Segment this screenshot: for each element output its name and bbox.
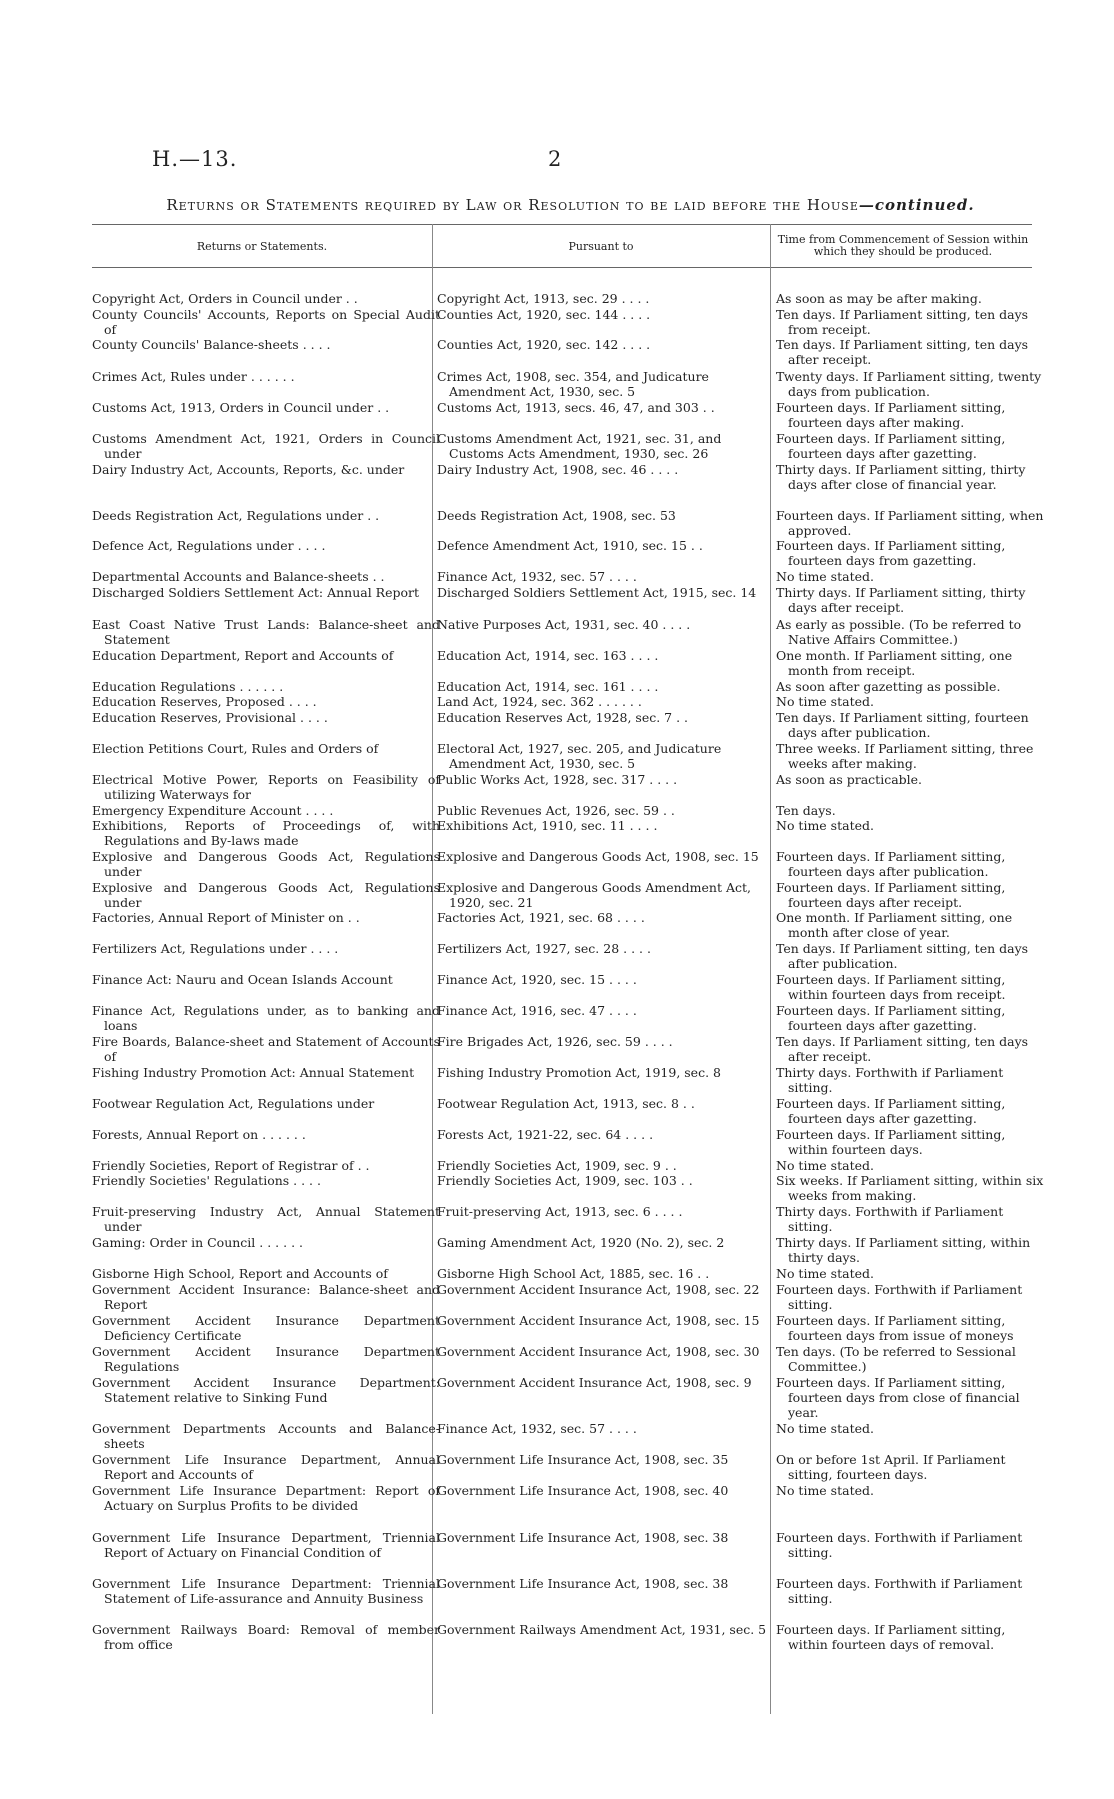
- returns-cell: Finance Act: Nauru and Ocean Islands Account: [92, 972, 393, 987]
- pursuant-cell: Government Life Insurance Act, 1908, sec. 35: [437, 1452, 729, 1467]
- time-cell: No time stated.: [776, 1266, 874, 1281]
- pursuant-cell: Land Act, 1924, sec. 362 . . . . . .: [437, 694, 642, 709]
- pursuant-cell: Dairy Industry Act, 1908, sec. 46 . . . .: [437, 462, 679, 477]
- returns-cell: Customs Act, 1913, Orders in Council under . .: [92, 400, 390, 415]
- returns-cell: County Councils' Balance-sheets . . . .: [92, 337, 331, 352]
- pursuant-cell: Customs Act, 1913, secs. 46, 47, and 303 . .: [437, 400, 715, 415]
- pursuant-cell: Copyright Act, 1913, sec. 29 . . . .: [437, 291, 650, 306]
- time-cell: Fourteen days. If Parliament sitting, fourteen days after gazetting.: [776, 1003, 1006, 1033]
- time-cell: Fourteen days. If Parliament sitting, when approved.: [776, 508, 1044, 538]
- returns-cell: Government Departments Accounts and Balance-sheets: [92, 1421, 440, 1451]
- pursuant-cell: Counties Act, 1920, sec. 142 . . . .: [437, 337, 651, 352]
- returns-cell: County Councils' Accounts, Reports on Special Audit of: [92, 307, 440, 337]
- pursuant-cell: Electoral Act, 1927, sec. 205, and Judicature Amendment Act, 1930, sec. 5: [437, 741, 722, 771]
- pursuant-cell: Public Works Act, 1928, sec. 317 . . . .: [437, 772, 678, 787]
- pursuant-cell: Explosive and Dangerous Goods Act, 1908, sec. 15: [437, 849, 759, 864]
- time-cell: Thirty days. If Parliament sitting, within thirty days.: [776, 1235, 1031, 1265]
- pursuant-cell: Deeds Registration Act, 1908, sec. 53: [437, 508, 676, 523]
- returns-cell: Discharged Soldiers Settlement Act: Annual Report: [92, 585, 420, 600]
- returns-cell: Dairy Industry Act, Accounts, Reports, &c. under: [92, 462, 405, 477]
- page-number: 2: [548, 147, 562, 171]
- returns-cell: Copyright Act, Orders in Council under . .: [92, 291, 358, 306]
- returns-cell: Education Department, Report and Accounts of: [92, 648, 394, 663]
- pursuant-cell: Government Life Insurance Act, 1908, sec. 38: [437, 1576, 729, 1591]
- returns-cell: Forests, Annual Report on . . . . . .: [92, 1127, 306, 1142]
- time-cell: As soon as may be after making.: [776, 291, 982, 306]
- time-cell: Ten days. (To be referred to Sessional Committee.): [776, 1344, 1016, 1374]
- pursuant-cell: Government Accident Insurance Act, 1908, sec. 30: [437, 1344, 760, 1359]
- time-cell: Ten days. If Parliament sitting, ten days after receipt.: [776, 1034, 1029, 1064]
- returns-cell: Footwear Regulation Act, Regulations under: [92, 1096, 375, 1111]
- returns-cell: Electrical Motive Power, Reports on Feasibility of utilizing Waterways for: [92, 772, 440, 802]
- time-cell: Fourteen days. Forthwith if Parliament sitting.: [776, 1282, 1023, 1312]
- pursuant-cell: Finance Act, 1932, sec. 57 . . . .: [437, 1421, 637, 1436]
- pursuant-cell: Gaming Amendment Act, 1920 (No. 2), sec. 2: [437, 1235, 725, 1250]
- pursuant-cell: Exhibitions Act, 1910, sec. 11 . . . .: [437, 818, 658, 833]
- pursuant-cell: Fertilizers Act, 1927, sec. 28 . . . .: [437, 941, 651, 956]
- time-cell: Ten days. If Parliament sitting, fourteen days after publication.: [776, 710, 1029, 740]
- time-cell: As soon as practicable.: [776, 772, 923, 787]
- returns-cell: Defence Act, Regulations under . . . .: [92, 538, 326, 553]
- time-cell: Thirty days. Forthwith if Parliament sitting.: [776, 1065, 1004, 1095]
- pursuant-cell: Government Accident Insurance Act, 1908, sec. 9: [437, 1375, 752, 1390]
- column-header-returns: Returns or Statements.: [196, 240, 328, 253]
- pursuant-cell: Friendly Societies Act, 1909, sec. 9 . .: [437, 1158, 677, 1173]
- pursuant-cell: Government Railways Amendment Act, 1931, sec. 5: [437, 1622, 767, 1637]
- pursuant-cell: Public Revenues Act, 1926, sec. 59 . .: [437, 803, 675, 818]
- pursuant-cell: Government Life Insurance Act, 1908, sec. 40: [437, 1483, 729, 1498]
- returns-cell: Gisborne High School, Report and Accounts of: [92, 1266, 388, 1281]
- pursuant-cell: Finance Act, 1932, sec. 57 . . . .: [437, 569, 637, 584]
- time-cell: Thirty days. If Parliament sitting, thirty days after receipt.: [776, 585, 1026, 615]
- returns-cell: Fishing Industry Promotion Act: Annual Statement: [92, 1065, 415, 1080]
- pursuant-cell: Counties Act, 1920, sec. 144 . . . .: [437, 307, 651, 322]
- returns-cell: Factories, Annual Report of Minister on . .: [92, 910, 360, 925]
- time-cell: On or before 1st April. If Parliament sitting, fourteen days.: [776, 1452, 1006, 1482]
- returns-cell: Education Regulations . . . . . .: [92, 679, 284, 694]
- pursuant-cell: Finance Act, 1916, sec. 47 . . . .: [437, 1003, 637, 1018]
- pursuant-cell: Government Life Insurance Act, 1908, sec. 38: [437, 1530, 729, 1545]
- returns-cell: Friendly Societies' Regulations . . . .: [92, 1173, 321, 1188]
- time-cell: Twenty days. If Parliament sitting, twenty days from publication.: [776, 369, 1042, 399]
- returns-cell: Emergency Expenditure Account . . . .: [92, 803, 334, 818]
- pursuant-cell: Fruit-preserving Act, 1913, sec. 6 . . . .: [437, 1204, 683, 1219]
- returns-cell: Government Accident Insurance Department: Statement relative to Sinking Fund: [92, 1375, 440, 1405]
- time-cell: As soon after gazetting as possible.: [776, 679, 1001, 694]
- time-cell: Fourteen days. If Parliament sitting, within fourteen days from receipt.: [776, 972, 1006, 1002]
- returns-cell: Explosive and Dangerous Goods Act, Regulations under: [92, 880, 440, 910]
- pursuant-cell: Defence Amendment Act, 1910, sec. 15 . .: [437, 538, 703, 553]
- time-cell: No time stated.: [776, 1158, 874, 1173]
- title-suffix: —continued.: [858, 196, 975, 214]
- pursuant-cell: Discharged Soldiers Settlement Act, 1915, sec. 14: [437, 585, 757, 600]
- time-cell: Six weeks. If Parliament sitting, within six weeks from making.: [776, 1173, 1044, 1203]
- time-cell: As early as possible. (To be referred to Native Affairs Committee.): [776, 617, 1022, 647]
- returns-cell: Exhibitions, Reports of Proceedings of, with Regulations and By-laws made: [92, 818, 440, 848]
- pursuant-cell: Education Reserves Act, 1928, sec. 7 . .: [437, 710, 689, 725]
- column-header-time: Time from Commencement of Session within which they should be produced.: [777, 233, 1029, 258]
- pursuant-cell: Fishing Industry Promotion Act, 1919, sec. 8: [437, 1065, 721, 1080]
- pursuant-cell: Factories Act, 1921, sec. 68 . . . .: [437, 910, 645, 925]
- returns-cell: Government Accident Insurance: Balance-sheet and Report: [92, 1282, 440, 1312]
- pursuant-cell: Customs Amendment Act, 1921, sec. 31, and Customs Acts Amendment, 1930, sec. 26: [437, 431, 722, 461]
- pursuant-cell: Education Act, 1914, sec. 163 . . . .: [437, 648, 659, 663]
- pursuant-cell: Crimes Act, 1908, sec. 354, and Judicature Amendment Act, 1930, sec. 5: [437, 369, 709, 399]
- page-reference: H.—13.: [152, 147, 238, 171]
- returns-cell: Government Railways Board: Removal of member from office: [92, 1622, 440, 1652]
- pursuant-cell: Explosive and Dangerous Goods Amendment Act, 1920, sec. 21: [437, 880, 751, 910]
- time-cell: Thirty days. If Parliament sitting, thirty days after close of financial year.: [776, 462, 1026, 492]
- pursuant-cell: Government Accident Insurance Act, 1908, sec. 22: [437, 1282, 760, 1297]
- returns-cell: Finance Act, Regulations under, as to banking and loans: [92, 1003, 440, 1033]
- time-cell: Fourteen days. If Parliament sitting, within fourteen days.: [776, 1127, 1006, 1157]
- returns-cell: Customs Amendment Act, 1921, Orders in Council under: [92, 431, 440, 461]
- time-cell: Fourteen days. If Parliament sitting, fourteen days from close of financial year.: [776, 1375, 1020, 1420]
- time-cell: No time stated.: [776, 1421, 874, 1436]
- time-cell: Ten days. If Parliament sitting, ten days after publication.: [776, 941, 1029, 971]
- returns-cell: Crimes Act, Rules under . . . . . .: [92, 369, 295, 384]
- time-cell: Ten days.: [776, 803, 836, 818]
- returns-cell: Election Petitions Court, Rules and Orders of: [92, 741, 379, 756]
- pursuant-cell: Friendly Societies Act, 1909, sec. 103 . .: [437, 1173, 693, 1188]
- time-cell: Fourteen days. If Parliament sitting, within fourteen days of removal.: [776, 1622, 1006, 1652]
- returns-cell: Fire Boards, Balance-sheet and Statement of Accounts of: [92, 1034, 440, 1064]
- returns-cell: Fruit-preserving Industry Act, Annual Statement under: [92, 1204, 440, 1234]
- time-cell: One month. If Parliament sitting, one month after close of year.: [776, 910, 1013, 940]
- returns-cell: Education Reserves, Proposed . . . .: [92, 694, 317, 709]
- time-cell: No time stated.: [776, 694, 874, 709]
- time-cell: No time stated.: [776, 569, 874, 584]
- returns-cell: Government Life Insurance Department: Report of Actuary on Surplus Profits to be divided: [92, 1483, 440, 1513]
- returns-cell: Gaming: Order in Council . . . . . .: [92, 1235, 303, 1250]
- time-cell: One month. If Parliament sitting, one month from receipt.: [776, 648, 1013, 678]
- returns-cell: Deeds Registration Act, Regulations under . .: [92, 508, 380, 523]
- time-cell: Three weeks. If Parliament sitting, three weeks after making.: [776, 741, 1034, 771]
- returns-cell: Departmental Accounts and Balance-sheets . .: [92, 569, 385, 584]
- time-cell: Fourteen days. If Parliament sitting, fourteen days after making.: [776, 400, 1006, 430]
- time-cell: Ten days. If Parliament sitting, ten days from receipt.: [776, 307, 1029, 337]
- title-text: Returns or Statements required by Law or Resolution to be laid before the House: [166, 196, 859, 214]
- time-cell: Fourteen days. If Parliament sitting, fourteen days from gazetting.: [776, 538, 1006, 568]
- time-cell: Ten days. If Parliament sitting, ten days after receipt.: [776, 337, 1029, 367]
- returns-cell: Government Accident Insurance Department Regulations: [92, 1344, 440, 1374]
- returns-cell: Friendly Societies, Report of Registrar of . .: [92, 1158, 370, 1173]
- time-cell: Thirty days. Forthwith if Parliament sitting.: [776, 1204, 1004, 1234]
- returns-cell: Government Life Insurance Department, Annual Report and Accounts of: [92, 1452, 440, 1482]
- time-cell: No time stated.: [776, 818, 874, 833]
- time-cell: Fourteen days. Forthwith if Parliament sitting.: [776, 1576, 1023, 1606]
- pursuant-cell: Government Accident Insurance Act, 1908, sec. 15: [437, 1313, 760, 1328]
- time-cell: Fourteen days. If Parliament sitting, fourteen days from issue of moneys: [776, 1313, 1014, 1343]
- pursuant-cell: Gisborne High School Act, 1885, sec. 16 . .: [437, 1266, 710, 1281]
- pursuant-cell: Fire Brigades Act, 1926, sec. 59 . . . .: [437, 1034, 673, 1049]
- pursuant-cell: Footwear Regulation Act, 1913, sec. 8 . .: [437, 1096, 695, 1111]
- returns-cell: Fertilizers Act, Regulations under . . . .: [92, 941, 339, 956]
- pursuant-cell: Native Purposes Act, 1931, sec. 40 . . . .: [437, 617, 691, 632]
- time-cell: Fourteen days. If Parliament sitting, fourteen days after publication.: [776, 849, 1006, 879]
- time-cell: Fourteen days. If Parliament sitting, fourteen days after receipt.: [776, 880, 1006, 910]
- returns-cell: Explosive and Dangerous Goods Act, Regulations under: [92, 849, 440, 879]
- returns-cell: Education Reserves, Provisional . . . .: [92, 710, 328, 725]
- returns-cell: Government Accident Insurance Department Deficiency Certificate: [92, 1313, 440, 1343]
- column-header-pursuant: Pursuant to: [568, 240, 634, 253]
- pursuant-cell: Forests Act, 1921-22, sec. 64 . . . .: [437, 1127, 654, 1142]
- pursuant-cell: Finance Act, 1920, sec. 15 . . . .: [437, 972, 637, 987]
- pursuant-cell: Education Act, 1914, sec. 161 . . . .: [437, 679, 659, 694]
- time-cell: Fourteen days. If Parliament sitting, fourteen days after gazetting.: [776, 431, 1006, 461]
- time-cell: Fourteen days. If Parliament sitting, fourteen days after gazetting.: [776, 1096, 1006, 1126]
- returns-cell: Government Life Insurance Department: Triennial Statement of Life-assurance and Annuity Business: [92, 1576, 440, 1606]
- returns-cell: East Coast Native Trust Lands: Balance-sheet and Statement: [92, 617, 440, 647]
- returns-cell: Government Life Insurance Department, Triennial Report of Actuary on Financial Condition of: [92, 1530, 440, 1560]
- time-cell: Fourteen days. Forthwith if Parliament sitting.: [776, 1530, 1023, 1560]
- time-cell: No time stated.: [776, 1483, 874, 1498]
